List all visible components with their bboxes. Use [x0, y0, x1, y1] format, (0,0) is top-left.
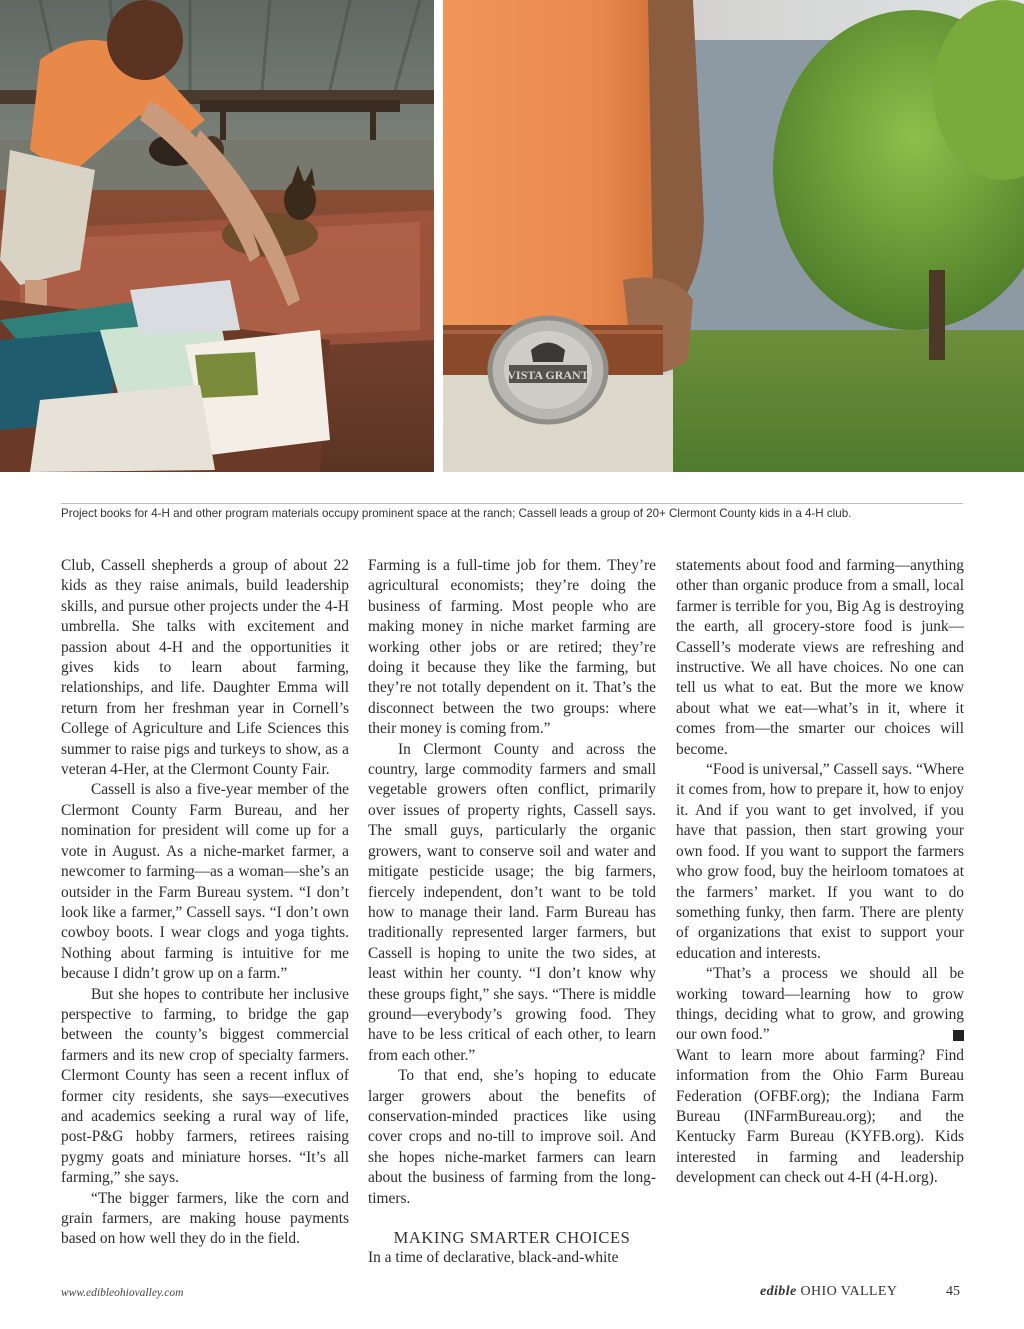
article-column-1	[61, 556, 349, 1250]
paragraph: Cassell is also a five-year member of the Clermont County Farm Bureau, and her nomination for president will come up for a vote in August. As a niche-market farmer, a newcomer to farming—as a woman—she’s an outsider in the Farm Bureau system. “I don’t look like a farmer,” Cassell says. “I don’t own cowboy boots. I wear clogs and yoga tights. Nothing about farming is intuitive for me because I didn’t grow up on a farm.”	[61, 781, 349, 983]
paragraph: To that end, she’s hoping to educate larger growers about the benefits of conservation-minded practices like using cover crops and no-till to improve soil. And she hopes niche-market farmers can learn about the business of farming from the long-timers.	[368, 1067, 656, 1207]
photo-woman-books	[0, 0, 434, 472]
paragraph: Club, Cassell shepherds a group of about 22 kids as they raise animals, build leadership skills, and pursue other projects under the 4-H umbrella. She talks with excitement and passion about 4-H and the opportunities it gives kids to learn about farming, relationships, and life. Daughter Emma will return from her freshman year in Cornell’s College of Agriculture and Life Sciences this summer to raise pigs and turkeys to show, as a veteran 4-Her, at the Clermont County Fair.	[61, 557, 349, 779]
paragraph: “Food is universal,” Cassell says. “Where it comes from, how to prepare it, how to enjoy it. And if you want to get involved, if you have that passion, then start growing your own food. If you want to support the farmers who grow food, buy the heirloom tomatoes at the farmers’ market. If you want to do something funky, then farm. There are plenty of organizations that exist to support your education and interests.	[676, 761, 964, 962]
paragraph: statements about food and farming—anything other than organic produce from a small, local farmer is terrible for you, Big Ag is destroying the earth, all grocery-store food is junk—Cassell’s moderate views are refreshing and instructive. We all have choices. No one can tell us what to eat. But the more we know about what we eat—what’s in it, where it comes from—the smarter our choices will become.	[676, 557, 964, 758]
paragraph: But she hopes to contribute her inclusive perspective to farming, to bridge the gap between the county’s biggest commercial farmers and its new crop of specialty farmers. Clermont County has seen a recent influx of former city residents, she says—executives and academics seeking a rural way of life, post-P&G hobby farmers, retirees raising pygmy goats and miniature horses. “It’s all farming,” she says.	[61, 985, 349, 1187]
photo-belt-buckle-illustration	[443, 0, 1024, 472]
final-quote: “That’s a process we should all be working toward—learning how to grow things, deciding what to grow, and growing our own food.”	[676, 965, 964, 1044]
article-column-2	[368, 556, 656, 1268]
sidebar-info: Want to learn more about farming? Find information from the Ohio Farm Bureau Federation (OFBF.org); the Indiana Farm Bureau (INFarmBureau.org); and the Kentucky Farm Bureau (KYFB.org). Kids interested in farming and leadership development can check out 4-H (4-H.org).	[676, 1046, 964, 1187]
paragraph: “The bigger farmers, like the corn and grain farmers, are making house payments based on how well they do in the field.	[61, 1189, 349, 1248]
end-mark-icon	[953, 1030, 964, 1041]
footer-url: www.edibleohiovalley.com	[61, 1287, 184, 1299]
buckle-text: VISTA GRANT	[507, 368, 589, 382]
photo-caption: Project books for 4-H and other program materials occupy prominent space at the ranch; Cassell leads a group of 20+ Clermont County kids in a 4-H club.	[61, 507, 852, 520]
paragraph-final	[676, 964, 964, 1046]
photo-belt-buckle	[443, 0, 1024, 472]
footer-brand-rest: OHIO VALLEY	[800, 1284, 898, 1299]
photo-woman-books-illustration	[0, 0, 434, 472]
page-number: 45	[946, 1284, 960, 1299]
paragraph: In a time of declarative, black-and-white	[368, 1249, 619, 1266]
caption-rule	[61, 503, 963, 504]
section-subhead: MAKING SMARTER CHOICES	[393, 1228, 631, 1247]
paragraph: In Clermont County and across the country, large commodity farmers and small vegetable growers often conflict, primarily over issues of property rights, Cassell says. The small guys, particularly the organic growers, want to conserve soil and water and mitigate pesticide usage; the big farmers, fiercely independent, don’t want to be told how to manage their land. Farm Bureau has traditionally represented larger farmers, but Cassell is hoping to unite the two sides, at least within her county. “I don’t know why these groups fight,” she says. “There is middle ground—everybody’s growing food. They have to be less critical of each other, to learn from each other.”	[368, 740, 656, 1064]
footer-brand-italic: edible	[760, 1284, 797, 1299]
article-column-3	[676, 556, 964, 1189]
paragraph: Farming is a full-time job for them. They’re agricultural economists; they’re doing the business of farming. Most people who are making money in niche market farming are working other jobs or are retired; they’re doing it because they like the farming, but they’re not totally dependent on it. That’s the disconnect between the two groups: where their money is coming from.”	[368, 557, 656, 738]
footer-brand	[760, 1284, 897, 1300]
